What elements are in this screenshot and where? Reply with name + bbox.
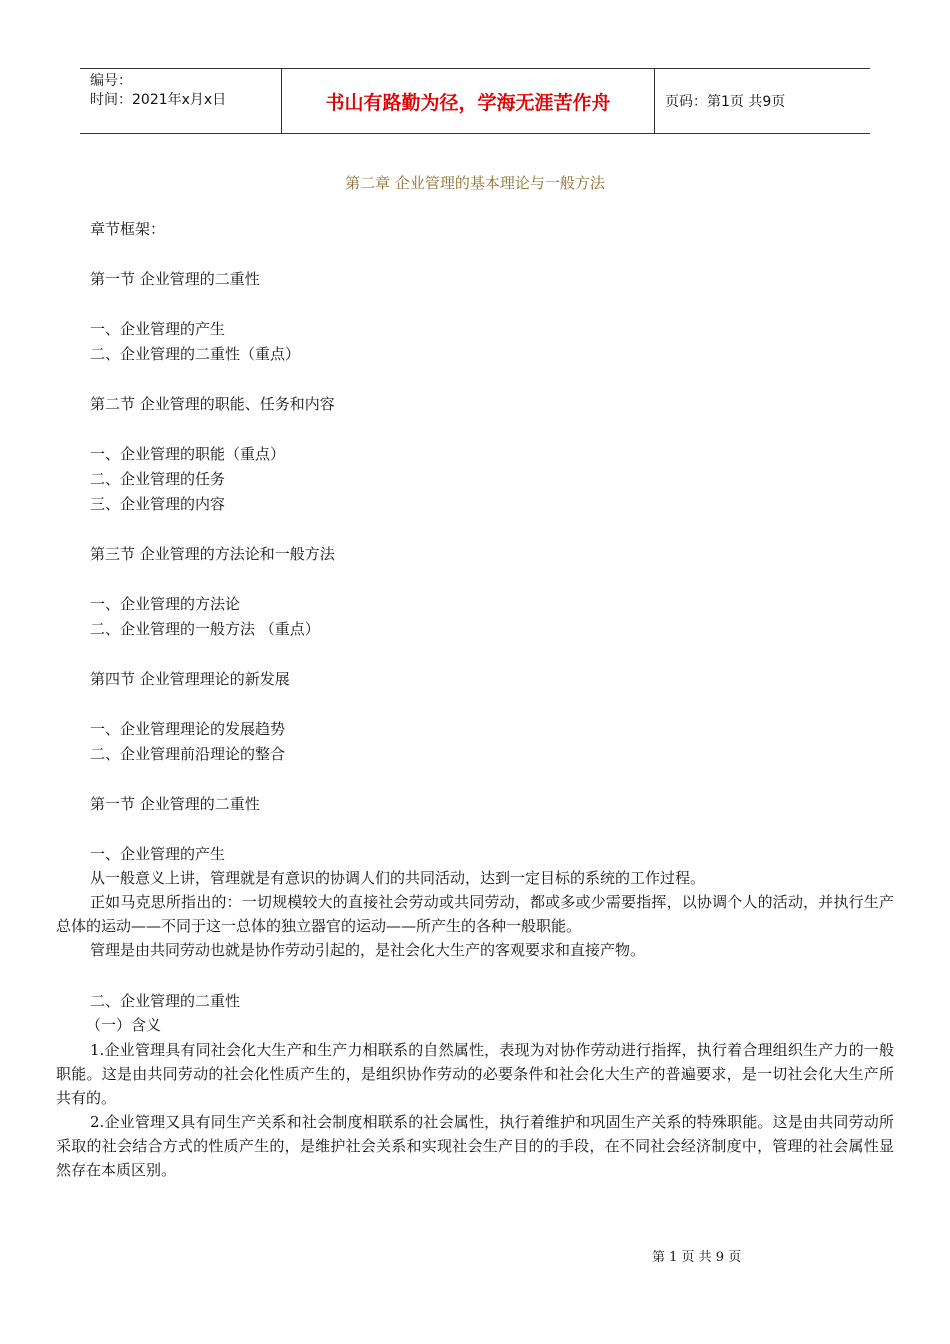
outline-section-4: 第四节 企业管理理论的新发展 (90, 670, 290, 688)
chapter-title: 第二章 企业管理的基本理论与一般方法 (345, 174, 605, 192)
outline-item: 一、企业管理理论的发展趋势 (90, 720, 286, 738)
outline-section-2: 第二节 企业管理的职能、任务和内容 (90, 395, 335, 413)
date-label: 时间：2021年x月x日 (90, 92, 227, 108)
subheading: 一、企业管理的产生 (90, 845, 226, 863)
subheading: 二、企业管理的二重性 (90, 992, 241, 1010)
outline-item: 二、企业管理前沿理论的整合 (90, 745, 286, 763)
outline-item: 二、企业管理的任务 (90, 470, 226, 488)
document-header (80, 68, 870, 134)
header-page-info: 页码：第1页 共9页 (665, 94, 786, 110)
outline-item: 一、企业管理的方法论 (90, 595, 241, 613)
sub-subheading: （一）含义 (86, 1016, 162, 1034)
header-meta (80, 69, 282, 133)
paragraph: 从一般意义上讲，管理就是有意识的协调人们的共同活动，达到一定目标的系统的工作过程。 (90, 869, 706, 887)
outline-section-3: 第三节 企业管理的方法论和一般方法 (90, 545, 335, 563)
number-label: 编号： (90, 73, 132, 89)
header-motto: 书山有路勤为径，学海无涯苦作舟 (282, 69, 655, 133)
outline-item: 二、企业管理的一般方法 （重点） (90, 620, 320, 638)
framework-label: 章节框架： (90, 220, 166, 238)
outline-item: 一、企业管理的职能（重点） (90, 445, 286, 463)
outline-item: 一、企业管理的产生 (90, 320, 226, 338)
paragraph: 1.企业管理具有同社会化大生产和生产力相联系的自然属性，表现为对协作劳动进行指挥，执行着合理组织生产力的一般职能。这是由共同劳动的社会化性质产生的，是组织协作劳动的必要条件和社会化大生产的普遍要求，是一切社会化大生产所共有的。 (56, 1041, 894, 1107)
paragraph: 正如马克思所指出的：一切规模较大的直接社会劳动或共同劳动，都或多或少需要指挥，以协调个人的活动，并执行生产总体的运动——不同于这一总体的独立器官的运动——所产生的各种一般职能。 (56, 893, 894, 935)
outline-section-1: 第一节 企业管理的二重性 (90, 270, 260, 288)
paragraph: 管理是由共同劳动也就是协作劳动引起的，是社会化大生产的客观要求和直接产物。 (90, 941, 646, 959)
section-heading: 第一节 企业管理的二重性 (90, 795, 260, 813)
outline-item: 三、企业管理的内容 (90, 495, 226, 513)
outline-item: 二、企业管理的二重性（重点） (90, 345, 301, 363)
paragraph: 2.企业管理又具有同生产关系和社会制度相联系的社会属性，执行着维护和巩固生产关系的特殊职能。这是由共同劳动所采取的社会结合方式的性质产生的，是维护社会关系和实现社会生产目的的手段，在不同社会经济制度中，管理的社会属性显然存在本质区别。 (56, 1113, 894, 1179)
page-footer: 第 1 页 共 9 页 (652, 1250, 742, 1265)
